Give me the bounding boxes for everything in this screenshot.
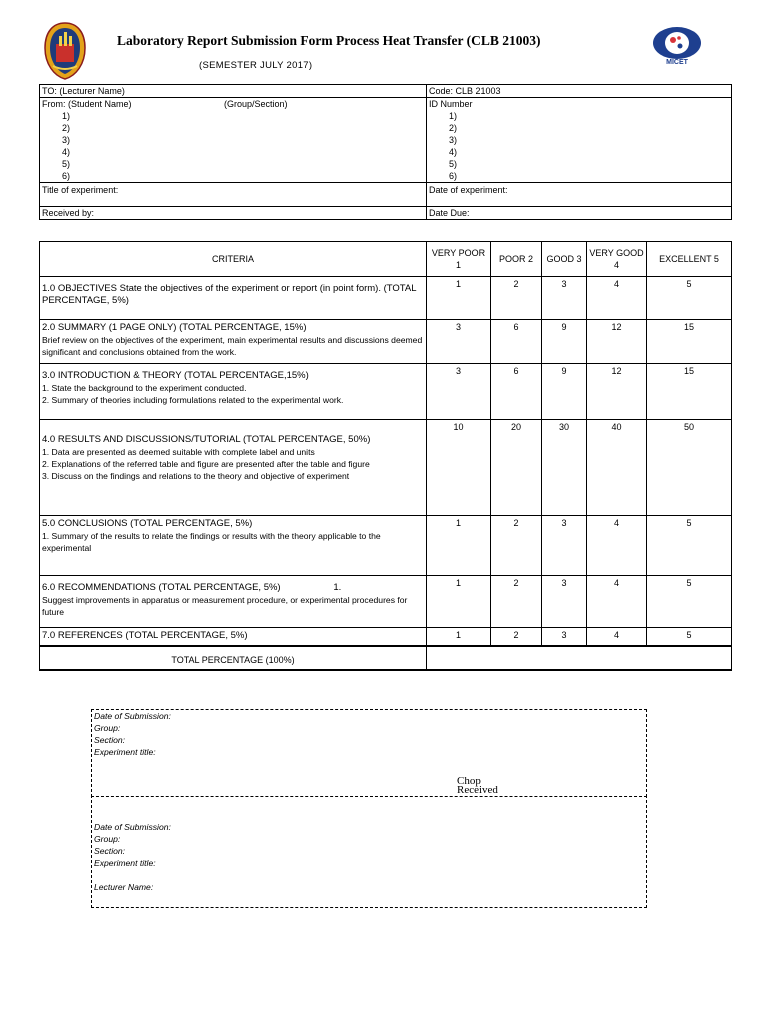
table-row [40, 576, 732, 628]
score-cell[interactable]: 12 [587, 364, 647, 420]
to-field[interactable]: TO: (Lecturer Name) [40, 85, 427, 98]
list-item: 5) [449, 159, 458, 169]
table-row [40, 277, 732, 320]
from-field[interactable] [40, 98, 427, 183]
score-cell[interactable]: 3 [542, 516, 587, 576]
poor-header: POOR 2 [491, 242, 542, 277]
slip-group[interactable]: Group: [94, 834, 121, 844]
score-cell[interactable]: 3 [542, 628, 587, 646]
score-cell[interactable]: 40 [587, 420, 647, 516]
submission-slip-student-copy [91, 709, 647, 797]
score-cell[interactable]: 9 [542, 364, 587, 420]
slip-experiment-title[interactable]: Experiment title: [94, 858, 156, 868]
submission-slip-lecturer-copy [91, 795, 647, 908]
criteria-heading: 3.0 INTRODUCTION & THEORY (TOTAL PERCENTAGE,15%) [42, 370, 309, 381]
table-row [40, 320, 732, 364]
from-label: From: (Student Name) [42, 99, 132, 109]
id-label: ID Number [429, 99, 473, 109]
score-cell[interactable]: 4 [587, 516, 647, 576]
list-item: 5) [62, 159, 71, 169]
score-cell[interactable]: 4 [587, 628, 647, 646]
criteria-heading: 6.0 RECOMMENDATIONS (TOTAL PERCENTAGE, 5%) 1. [42, 582, 342, 593]
score-cell[interactable]: 2 [491, 628, 542, 646]
score-cell[interactable]: 5 [647, 516, 732, 576]
score-cell[interactable]: 1 [427, 628, 491, 646]
criteria-description: 1. Summary of the results to relate the findings or results with the theory applicable to the experimental [42, 531, 381, 553]
score-cell[interactable]: 1 [427, 277, 491, 320]
university-crest-logo [44, 22, 86, 80]
score-cell[interactable]: 20 [491, 420, 542, 516]
criteria-heading: 1.0 OBJECTIVES State the objectives of the experiment or report (in point form). (TOTAL PERCENTAGE, 5%) [42, 283, 417, 306]
total-percentage-label: TOTAL PERCENTAGE (100%) [40, 646, 427, 670]
score-cell[interactable]: 9 [542, 320, 587, 364]
group-label: (Group/Section) [224, 99, 288, 109]
slip-section[interactable]: Section: [94, 735, 126, 745]
score-cell[interactable]: 4 [587, 576, 647, 628]
list-item: 1) [449, 111, 458, 121]
criteria-description: 1. State the background to the experiment conducted. 2. Summary of theories including formulations related to the experimental work. [42, 383, 344, 405]
score-cell[interactable]: 3 [427, 364, 491, 420]
score-cell[interactable]: 10 [427, 420, 491, 516]
slip-lecturer-name[interactable]: Lecturer Name: [94, 882, 154, 892]
score-cell[interactable]: 15 [647, 364, 732, 420]
criteria-description: Suggest improvements in apparatus or measurement procedure, or experimental procedures for future [42, 595, 408, 617]
semester-label: (SEMESTER JULY 2017) [199, 60, 313, 71]
id-number-field[interactable] [427, 98, 732, 183]
score-cell[interactable]: 5 [647, 277, 732, 320]
received-label: Received [457, 784, 498, 796]
list-item: 4) [62, 147, 71, 157]
score-cell[interactable]: 2 [491, 516, 542, 576]
chop-label: Chop [457, 775, 481, 787]
good-header: GOOD 3 [542, 242, 587, 277]
score-cell[interactable]: 5 [647, 628, 732, 646]
experiment-title-field[interactable]: Title of experiment: [40, 183, 427, 207]
page-title: Laboratory Report Submission Form Process Heat Transfer (CLB 21003) [117, 33, 541, 48]
code-field: Code: CLB 21003 [427, 85, 732, 98]
excellent-header: EXCELLENT 5 [647, 242, 732, 277]
criteria-header: CRITERIA [40, 242, 427, 277]
table-row [40, 420, 732, 516]
very-poor-header: VERY POOR 1 [427, 242, 491, 277]
slip-experiment-title[interactable]: Experiment title: [94, 747, 156, 757]
criteria-description: 1. Data are presented as deemed suitable with complete label and units 2. Explanations of the referred table and figure are presented after the table and figure 3. Discuss on the findings and relations to the theory and objective of experiment [42, 447, 370, 481]
slip-group[interactable]: Group: [94, 723, 121, 733]
slip-date-of-submission[interactable]: Date of Submission: [94, 822, 171, 832]
micet-logo [652, 26, 702, 66]
slip-date-of-submission[interactable]: Date of Submission: [94, 711, 171, 721]
list-item: 4) [449, 147, 458, 157]
criteria-heading: 4.0 RESULTS AND DISCUSSIONS/TUTORIAL (TOTAL PERCENTAGE, 50%) [42, 434, 371, 445]
experiment-date-field[interactable]: Date of experiment: [427, 183, 732, 207]
list-item: 2) [449, 123, 458, 133]
criteria-heading: 5.0 CONCLUSIONS (TOTAL PERCENTAGE, 5%) [42, 518, 253, 529]
total-percentage-field[interactable] [427, 646, 732, 670]
score-cell[interactable]: 1 [427, 576, 491, 628]
score-cell[interactable]: 4 [587, 277, 647, 320]
score-cell[interactable]: 6 [491, 320, 542, 364]
score-cell[interactable]: 1 [427, 516, 491, 576]
received-by-field[interactable]: Received by: [40, 207, 427, 220]
score-cell[interactable]: 15 [647, 320, 732, 364]
total-row [40, 646, 732, 670]
id-number-list [429, 110, 729, 182]
list-item: 3) [449, 135, 458, 145]
chop-received-stamp-area [457, 775, 498, 797]
slip-section[interactable]: Section: [94, 846, 126, 856]
list-item: 2) [62, 123, 71, 133]
score-cell[interactable]: 2 [491, 277, 542, 320]
list-item: 1) [62, 111, 71, 121]
criteria-description: Brief review on the objectives of the experiment, main experimental results and discussions deemed significant and conclusions obtained from the work. [42, 335, 423, 357]
score-cell[interactable]: 2 [491, 576, 542, 628]
score-cell[interactable]: 50 [647, 420, 732, 516]
list-item: 6) [449, 171, 458, 181]
score-cell[interactable]: 5 [647, 576, 732, 628]
list-item: 3) [62, 135, 71, 145]
score-cell[interactable]: 3 [542, 277, 587, 320]
score-cell[interactable]: 30 [542, 420, 587, 516]
submission-info-table [39, 84, 732, 220]
criteria-heading: 7.0 REFERENCES (TOTAL PERCENTAGE, 5%) [42, 630, 248, 641]
table-row [40, 628, 732, 646]
table-row [40, 516, 732, 576]
score-cell[interactable]: 3 [542, 576, 587, 628]
micet-logo-text: MICET [666, 59, 688, 66]
grading-rubric-table [39, 241, 732, 671]
score-cell[interactable]: 6 [491, 364, 542, 420]
student-number-list [42, 110, 424, 182]
score-cell[interactable]: 12 [587, 320, 647, 364]
date-due-field[interactable]: Date Due: [427, 207, 732, 220]
table-row [40, 364, 732, 420]
slip-spacer [92, 869, 646, 881]
list-item: 6) [62, 171, 71, 181]
criteria-heading: 2.0 SUMMARY (1 PAGE ONLY) (TOTAL PERCENTAGE, 15%) [42, 322, 307, 333]
score-cell[interactable]: 3 [427, 320, 491, 364]
very-good-header: VERY GOOD 4 [587, 242, 647, 277]
